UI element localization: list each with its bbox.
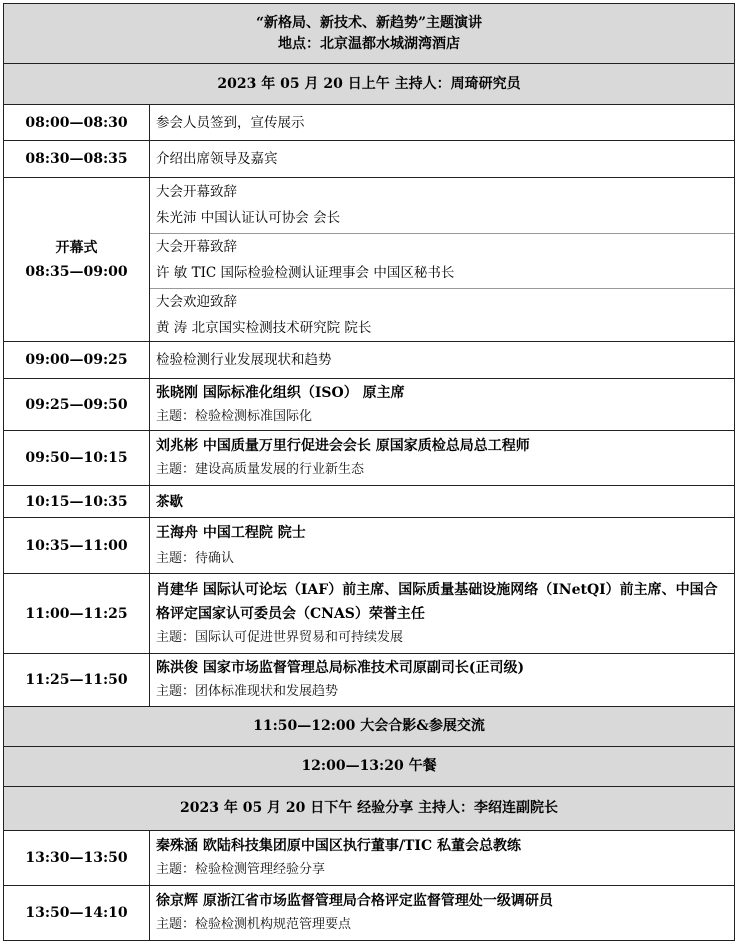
opening-item-title: 大会开幕致辞	[156, 184, 237, 200]
opening-label: 开幕式	[55, 239, 98, 256]
time-cell: 11:25—11:50	[4, 654, 150, 707]
content-cell	[150, 379, 735, 431]
opening-item	[156, 178, 734, 233]
time-cell: 08:00—08:30	[4, 105, 150, 141]
content-cell: 检验检测行业发展现状和趋势	[150, 342, 735, 379]
opening-time-cell	[4, 178, 150, 342]
agenda-table	[3, 3, 735, 941]
time-cell: 08:30—08:35	[4, 141, 150, 178]
opening-item-person: 朱光沛 中国认证认可协会 会长	[156, 210, 341, 226]
time-cell: 13:30—13:50	[4, 831, 150, 886]
speaker-name: 肖建华 国际认可论坛（IAF）前主席、国际质量基础设施网络（INetQI）前主席、中国合格评定国家认可委员会（CNAS）荣誉主任	[156, 581, 718, 622]
talk-topic: 主题：检验检测机构规范管理要点	[156, 917, 352, 932]
opening-item	[150, 233, 734, 288]
talk-topic: 主题：待确认	[156, 550, 235, 566]
content-cell	[150, 518, 735, 574]
speaker-name: 王海舟 中国工程院 院士	[156, 524, 306, 541]
opening-item-person: 许 敏 TIC 国际检验检测认证理事会 中国区秘书长	[156, 265, 455, 281]
opening-row	[4, 178, 735, 342]
content-cell	[150, 654, 735, 707]
speaker-name: 刘兆彬 中国质量万里行促进会会长 原国家质检总局总工程师	[156, 438, 530, 454]
content-cell: 介绍出席领导及嘉宾	[150, 141, 735, 178]
speaker-name: 陈洪俊 国家市场监督管理总局标准技术司原副司长(正司级)	[156, 660, 525, 676]
time-cell: 09:00—09:25	[4, 342, 150, 379]
event-title: “新格局、新技术、新趋势”主题演讲	[255, 14, 483, 31]
speaker-name: 秦殊涵 欧陆科技集团原中国区执行董事/TIC 私董会总教练	[156, 838, 521, 854]
agenda-row	[4, 574, 735, 654]
agenda-row	[4, 886, 735, 941]
content-cell	[150, 431, 735, 486]
agenda-row	[4, 831, 735, 886]
title-row	[4, 4, 735, 64]
speaker-name: 张晓刚 国际标准化组织（ISO） 原主席	[156, 384, 405, 401]
afternoon-header: 2023 年 05 月 20 日下午 经验分享 主持人：李绍连副院长	[4, 787, 735, 831]
afternoon-header-row	[4, 787, 735, 831]
morning-header: 2023 年 05 月 20 日上午 主持人：周琦研究员	[4, 64, 735, 105]
morning-header-row	[4, 64, 735, 105]
title-cell	[4, 4, 735, 64]
talk-topic: 主题：团体标准现状和发展趋势	[156, 684, 339, 699]
agenda-row	[4, 105, 735, 141]
time-cell: 10:35—11:00	[4, 518, 150, 574]
agenda-row	[4, 141, 735, 178]
talk-topic: 主题：检验检测标准国际化	[156, 408, 313, 424]
agenda-row	[4, 486, 735, 518]
time-cell: 13:50—14:10	[4, 886, 150, 941]
opening-item-person: 黄 涛 北京国实检测技术研究院 院长	[156, 320, 372, 336]
content-cell	[150, 831, 735, 886]
break-label: 茶歇	[150, 486, 735, 518]
opening-time: 08:35—09:00	[25, 263, 128, 280]
agenda-row	[4, 518, 735, 574]
agenda-row	[4, 379, 735, 431]
agenda-row	[4, 431, 735, 486]
talk-topic: 主题：建设高质量发展的行业新生态	[156, 462, 365, 477]
agenda-row	[4, 654, 735, 707]
opening-item-title: 大会欢迎致辞	[156, 294, 237, 310]
opening-item-title: 大会开幕致辞	[156, 239, 237, 255]
time-cell: 10:15—10:35	[4, 486, 150, 518]
event-venue: 地点：北京温都水城湖湾酒店	[278, 35, 460, 52]
content-cell	[150, 574, 735, 654]
agenda-row	[4, 342, 735, 379]
talk-topic: 主题：检验检测管理经验分享	[156, 862, 326, 877]
opening-item	[150, 288, 734, 341]
speaker-name: 徐京辉 原浙江省市场监督管理局合格评定监督管理处一级调研员	[156, 893, 553, 909]
talk-topic: 主题：国际认可促进世界贸易和可持续发展	[156, 629, 404, 645]
content-cell: 参会人员签到，宣传展示	[150, 105, 735, 141]
photo-session: 11:50—12:00 大会合影&参展交流	[4, 707, 735, 747]
opening-content-cell	[150, 178, 735, 342]
lunch-row	[4, 747, 735, 787]
time-cell: 09:50—10:15	[4, 431, 150, 486]
content-cell	[150, 886, 735, 941]
lunch: 12:00—13:20 午餐	[4, 747, 735, 787]
photo-session-row	[4, 707, 735, 747]
time-cell: 11:00—11:25	[4, 574, 150, 654]
time-cell: 09:25—09:50	[4, 379, 150, 431]
agenda-document	[3, 3, 734, 941]
